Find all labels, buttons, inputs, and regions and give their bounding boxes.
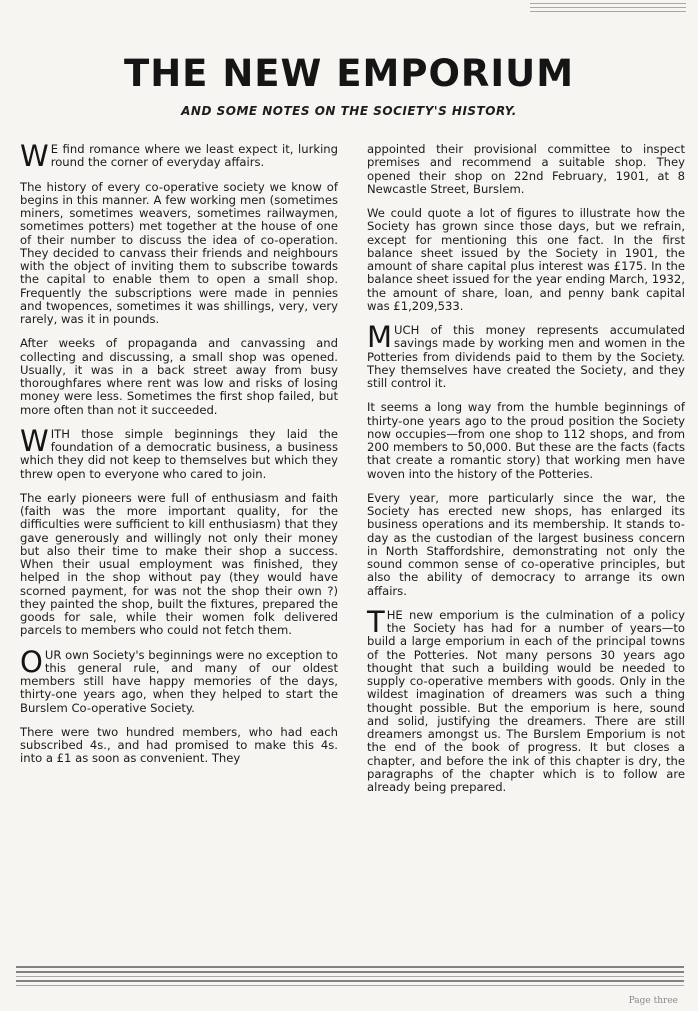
paragraph-text: appointed their provisional committee to inspect premises and recommend a suitable shop. They opened their shop on 22nd February, 1901, at 8 Newcastle Street, Burslem.	[367, 142, 685, 196]
page-subtitle: AND SOME NOTES ON THE SOCIETY'S HISTORY.	[181, 104, 517, 118]
paragraph-text: The early pioneers were full of enthusiasm and faith (faith was the more important quality, for the difficulties were sufficient to kill enthusiasm) that they gave generously and willingly not only their money but also their time to make their shop a success. When their usual employment was finished, they helped in the shop without pay (they would have scorned payment, for was not the shop their own ?) they painted the shop, built the fixtures, prepared the goods for sale, while their women folk delivered parcels to members who could not fetch them.	[20, 490, 338, 638]
paragraph	[20, 726, 338, 766]
paragraph	[20, 337, 338, 417]
paragraph	[20, 139, 338, 173]
bottom-rule	[16, 966, 684, 989]
drop-cap: T	[367, 604, 385, 639]
paragraph-text: UCH of this money represents accumulated savings made by working men and women in the Potteries from dividends paid to them by the Society. They themselves have created the Society, and they still control it.	[367, 323, 685, 390]
top-rule	[530, 3, 686, 15]
paragraph-text: Every year, more particularly since the war, the Society has erected new shops, has enlarged its business operations and its membership. It stands to-day as the custodian of the largest business concern in North Staffordshire, demonstrating not only the sound common sense of co-operative principles, but also the ability of democracy to arrange its own affairs.	[367, 490, 685, 598]
drop-cap: O	[20, 644, 43, 679]
paragraph	[20, 644, 338, 715]
paragraph	[367, 401, 685, 481]
paragraph-text: It seems a long way from the humble beginnings of thirty-one years ago to the proud position the Society now occupies—from one shop to 112 shops, and from 200 members to 50,000. But these are the facts (facts that create a romantic story) that working men have woven into the history of the Potteries.	[367, 400, 685, 481]
paragraph-text: After weeks of propaganda and canvassing and collecting and discussing, a small shop was opened. Usually, it was in a back street away from busy thoroughfares where rent was low and risks of losing money were less. Sometimes the first shop failed, but more often than not it succeeded.	[20, 336, 338, 417]
right-column	[367, 143, 685, 805]
paragraph	[20, 492, 338, 638]
drop-cap: W	[20, 423, 49, 458]
page-number: Page three	[628, 996, 678, 1006]
left-column	[20, 139, 338, 777]
paragraph	[20, 423, 338, 481]
paragraph	[367, 320, 685, 390]
paragraph-text: E find romance where we least expect it, lurking round the corner of everyday affairs.	[50, 142, 338, 170]
paragraph-text: There were two hundred members, who had each subscribed 4s., and had promised to make this 4s. into a £1 as soon as convenient. They	[20, 724, 338, 766]
paragraph-text: The history of every co-operative society we know of begins in this manner. A few working men (sometimes miners, sometimes weavers, sometimes railwaymen, sometimes potters) met together at the house of one of their number to discuss the idea of co-operation. They decided to canvass their friends and neighbours with the object of inviting them to subscribe towards the capital to enable them to open a small shop. Frequently the subscriptions were made in pennies and twopences, sometimes it was shillings, very, very rarely, was it in pounds.	[20, 179, 338, 326]
paragraph	[20, 181, 338, 327]
paragraph-text: We could quote a lot of figures to illustrate how the Society has grown since those days, but we refrain, except for mentioning this one fact. In the first balance sheet issued by the Society in 1901, the amount of share capital plus interest was £175. In the balance sheet issued for the year ending March, 1932, the amount of share, loan, and penny bank capital was £1,209,533.	[367, 206, 685, 313]
drop-cap: W	[20, 139, 49, 173]
paragraph	[367, 143, 685, 196]
paragraph-text: UR own Society's beginnings were no exception to this general rule, and many of our oldest members still have happy memories of the days, thirty-one years ago, when they helped to start the Burslem Co-operative Society.	[20, 647, 338, 715]
paragraph	[367, 492, 685, 598]
paragraph-text: HE new emporium is the culmination of a policy the Society has had for a number of years—to build a large emporium in each of the principal towns of the Potteries. Not many persons 30 years ago thought that such a building would be needed to supply co-operative members with goods. Only in the wildest imagination of dreamers was such a thing thought possible. But the emporium is here, sound and solid, justifying the dreamers. There are still dreamers amongst us. The Burslem Emporium is not the end of the book of progress. It but closes a chapter, and before the ink of this chapter is dry, the paragraphs of the chapter which is to follow are already being prepared.	[367, 607, 685, 794]
paragraph-text: ITH those simple beginnings they laid the foundation of a democratic business, a business which they did not keep to themselves but which they threw open to everyone who cared to join.	[20, 426, 338, 481]
page-title: THE NEW EMPORIUM	[123, 52, 575, 95]
paragraph	[367, 604, 685, 795]
paragraph	[367, 207, 685, 313]
drop-cap: M	[367, 320, 393, 354]
